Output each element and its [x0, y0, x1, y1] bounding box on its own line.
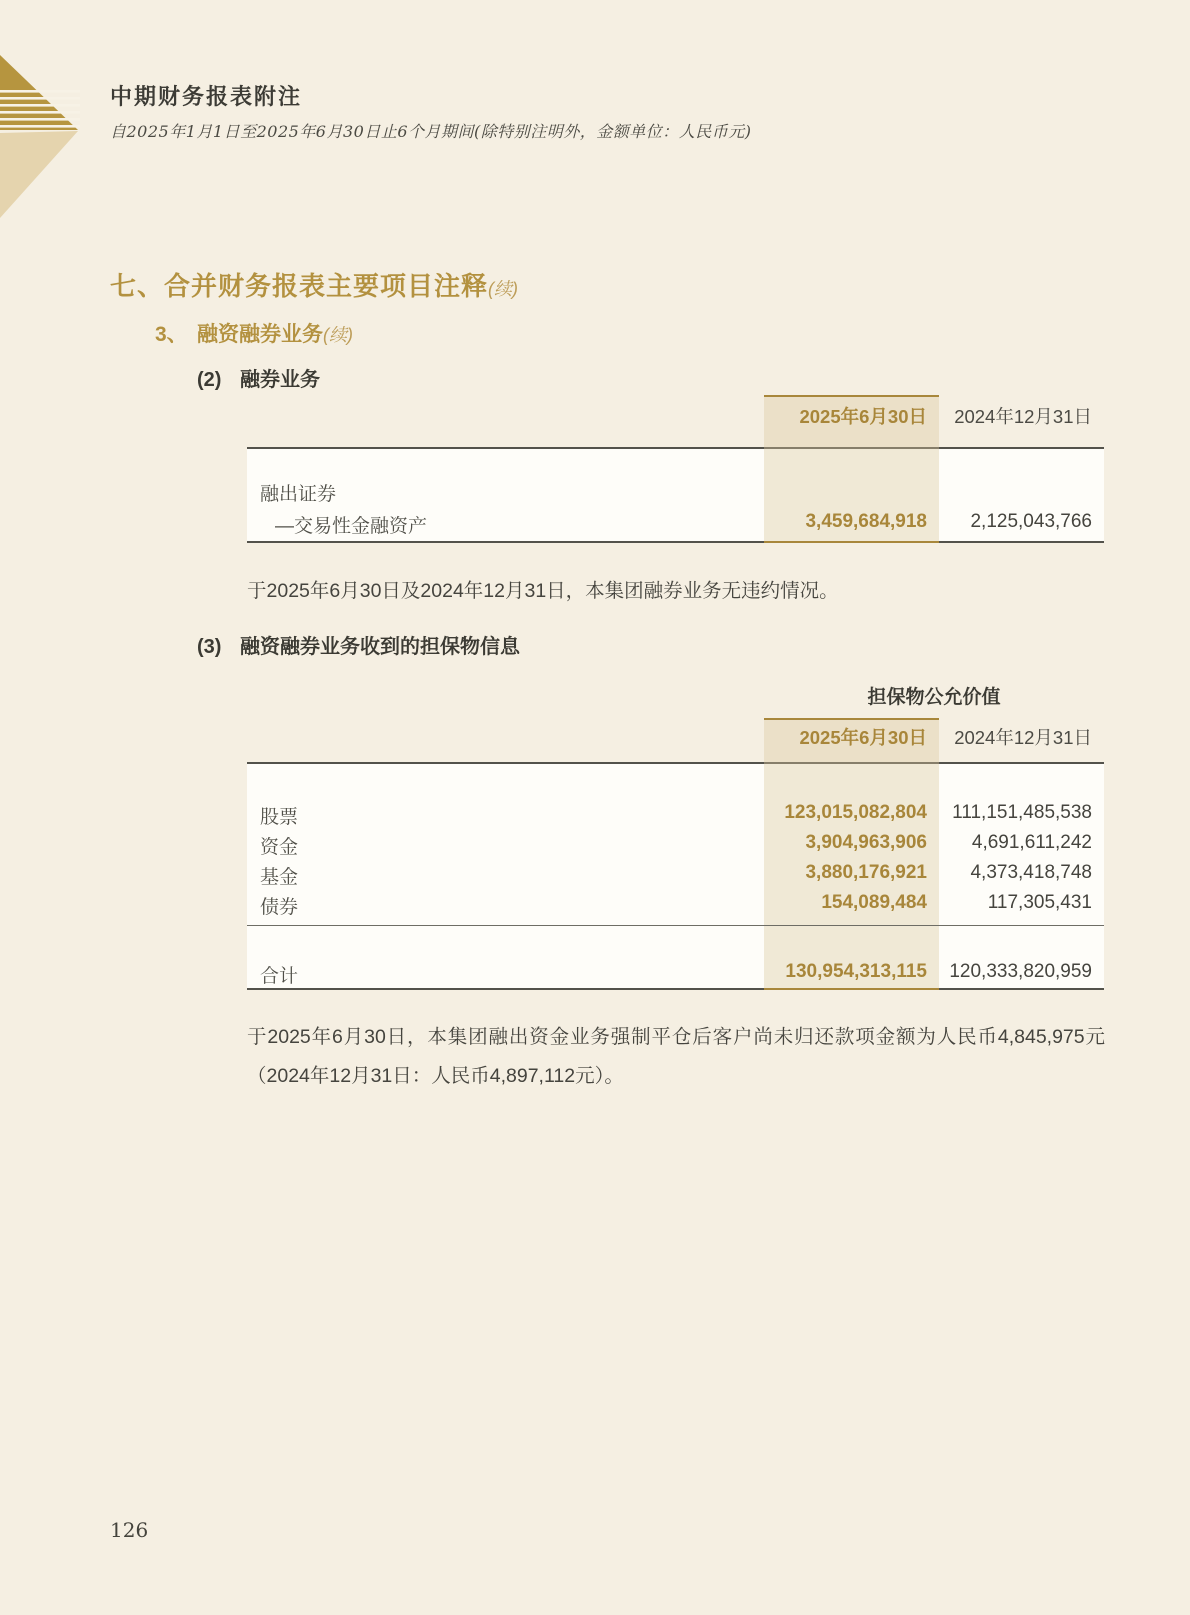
- collateral-table: [247, 678, 1104, 992]
- row-label: 融出证券: [260, 484, 337, 505]
- value-prior: 111,151,485,538: [952, 802, 1092, 823]
- securities-lending-table: [247, 395, 1104, 545]
- row-label: 资金: [260, 837, 299, 858]
- page-title: 中期财务报表附注: [110, 84, 303, 110]
- table-row: [247, 479, 1104, 505]
- total-row: [247, 961, 1104, 987]
- item-2-title: 融券业务: [240, 369, 320, 391]
- table-row: [247, 862, 1104, 888]
- total-value-prior: 120,333,820,959: [949, 961, 1092, 982]
- subsection-number: 3、: [155, 323, 188, 346]
- subsection-title: 融资融券业务: [197, 323, 323, 346]
- value-current: 154,089,484: [821, 892, 927, 913]
- triangle-logo-graphic: [0, 52, 84, 222]
- subsection-heading: [155, 318, 353, 348]
- column-header-current: 2025年6月30日: [799, 727, 927, 748]
- total-value-current: 130,954,313,115: [785, 961, 927, 982]
- page-number: 126: [110, 1518, 149, 1542]
- row-label: 股票: [260, 807, 299, 828]
- column-header-prior: 2024年12月31日: [954, 406, 1092, 427]
- table-header-row: [247, 724, 1104, 750]
- row-label: 基金: [260, 867, 299, 888]
- table-row: [247, 892, 1104, 918]
- subsection-continued: (续): [323, 325, 353, 345]
- note-forced-liquidation: 于2025年6月30日，本集团融出资金业务强制平仓后客户尚未归还款项金额为人民币4,845,975元（2024年12月31日：人民币4,897,112元）。: [247, 1026, 1105, 1087]
- row-label: —交易性金融资产: [275, 516, 428, 537]
- table-row: [247, 511, 1104, 537]
- section-heading-continued: (续): [488, 279, 519, 299]
- column-header-prior: 2024年12月31日: [954, 727, 1092, 748]
- item-2-heading: [197, 363, 320, 392]
- table-row: [247, 832, 1104, 858]
- value-current: 3,880,176,921: [805, 862, 927, 883]
- item-3-number: (3): [197, 636, 222, 658]
- value-prior: 2,125,043,766: [970, 511, 1092, 532]
- section-heading-title: 七、合并财务报表主要项目注释: [110, 271, 489, 301]
- collateral-fair-value-header: 担保物公允价值: [867, 687, 1001, 708]
- item-2-number: (2): [197, 369, 222, 391]
- table-header-row: [247, 403, 1104, 429]
- value-prior: 117,305,431: [987, 892, 1092, 913]
- value-prior: 4,691,611,242: [971, 832, 1092, 853]
- value-prior: 4,373,418,748: [970, 862, 1092, 883]
- item-3-title: 融资融券业务收到的担保物信息: [240, 636, 520, 658]
- section-heading: [110, 266, 518, 303]
- subtotal-divider: [247, 925, 1104, 926]
- note-no-default: 于2025年6月30日及2024年12月31日，本集团融券业务无违约情况。: [247, 580, 839, 602]
- item-3-heading: [197, 630, 520, 659]
- corner-logo: [0, 52, 84, 222]
- row-label: 债券: [260, 897, 299, 918]
- total-label: 合计: [260, 966, 299, 987]
- page-subtitle: 自2025年1月1日至2025年6月30日止6个月期间(除特别注明外，金额单位：人民币元): [110, 122, 752, 141]
- value-current: 123,015,082,804: [784, 802, 927, 823]
- value-current: 3,904,963,906: [805, 832, 927, 853]
- column-header-current: 2025年6月30日: [799, 406, 927, 427]
- table-row: [247, 802, 1104, 828]
- value-current: 3,459,684,918: [805, 511, 927, 532]
